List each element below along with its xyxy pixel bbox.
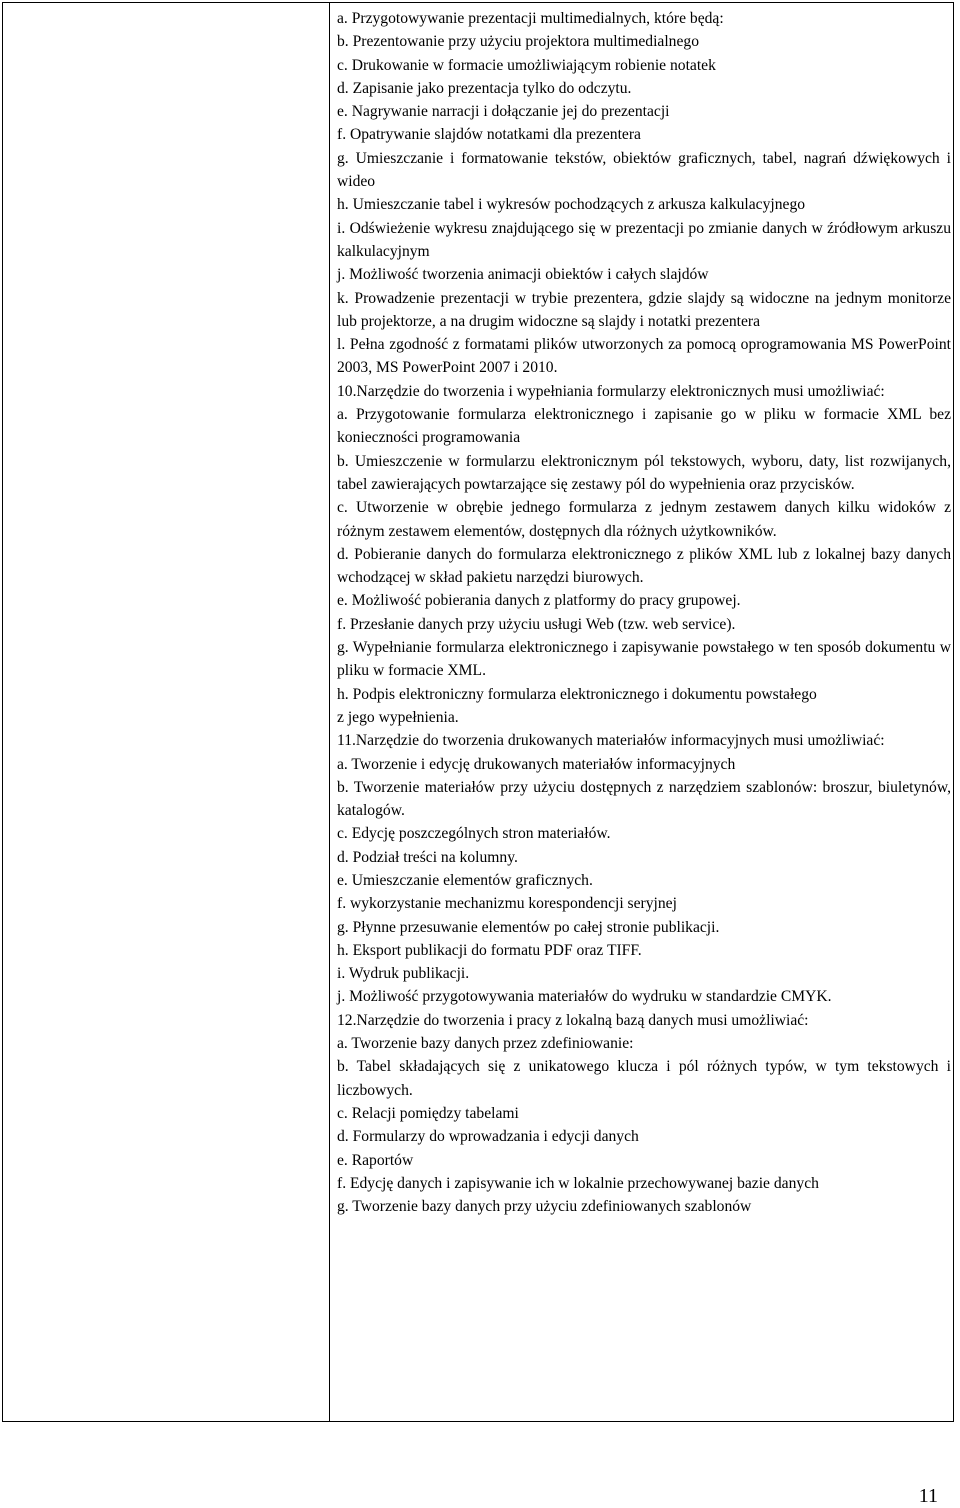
list-item: e. Możliwość pobierania danych z platformy do pracy grupowej. [337,592,741,610]
list-item: g. Wypełnianie formularza elektronicznego i zapisywanie powstałego w ten sposób dokumentu w pliku w formacie XML. [337,639,951,680]
list-item: a. Przygotowanie formularza elektronicznego i zapisanie go w pliku w formacie XML bez konieczności programowania [337,406,951,447]
list-item: k. Prowadzenie prezentacji w trybie prezentera, gdzie slajdy są widoczne na jednym monitorze lub projektorze, a na drugim widoczne są slajdy i notatki prezentera [337,289,951,330]
list-item: z jego wypełnienia. [337,708,459,726]
list-item: c. Relacji pomiędzy tabelami [337,1104,519,1122]
list-item: c. Drukowanie w formacie umożliwiającym robienie notatek [337,56,716,74]
list-item: b. Umieszczenie w formularzu elektronicznym pól tekstowych, wyboru, daty, list rozwijanych, tabel zawierających powtarzające się zestawy pól do wypełnienia oraz przycisków. [337,452,951,493]
list-item: h. Umieszczanie tabel i wykresów pochodzących z arkusza kalkulacyjnego [337,196,806,214]
list-item: d. Podział treści na kolumny. [337,848,518,866]
list-item: l. Pełna zgodność z formatami plików utworzonych za pomocą oprogramowania MS PowerPoint 2003, MS PowerPoint 2007 i 2010. [337,336,951,377]
list-item: i. Odświeżenie wykresu znajdującego się w prezentacji po zmianie danych w źródłowym arkuszu kalkulacyjnym [337,219,951,260]
list-item: d. Zapisanie jako prezentacja tylko do odczytu. [337,79,632,97]
list-item: g. Umieszczanie i formatowanie tekstów, obiektów graficznych, tabel, nagrań dźwiękowych i wideo [337,149,951,191]
list-item: b. Prezentowanie przy użyciu projektora multimedialnego [337,33,699,51]
list-item: j. Możliwość przygotowywania materiałów do wydruku w standardzie CMYK. [337,988,832,1006]
section-heading: 11.Narzędzie do tworzenia drukowanych materiałów informacyjnych musi umożliwiać: [337,732,885,750]
table-right-cell [337,7,951,1218]
list-item: a. Tworzenie bazy danych przez zdefiniowanie: [337,1035,634,1053]
list-item: b. Tworzenie materiałów przy użyciu dostępnych z narzędziem szablonów: broszur, biuletynów, katalogów. [337,778,951,820]
list-item: a. Tworzenie i edycję drukowanych materiałów informacyjnych [337,755,736,773]
list-item: d. Formularzy do wprowadzania i edycji danych [337,1128,639,1146]
page-number: 11 [918,1485,938,1507]
list-item: h. Eksport publikacji do formatu PDF oraz TIFF. [337,941,642,959]
list-item: c. Utworzenie w obrębie jednego formularza z jednym zestawem danych kilku widoków z różnym zestawem elementów, dostępnych dla różnych użytkowników. [337,499,951,540]
list-item: g. Tworzenie bazy danych przy użyciu zdefiniowanych szablonów [337,1198,752,1216]
list-item: e. Raportów [337,1151,414,1169]
list-item: b. Tabel składających się z unikatowego klucza i pól różnych typów, w tym tekstowych i liczbowych. [337,1058,951,1099]
list-item: d. Pobieranie danych do formularza elektronicznego z plików XML lub z lokalnej bazy danych wchodzącej w skład pakietu narzędzi biurowych. [337,545,951,587]
list-item: e. Umieszczanie elementów graficznych. [337,871,593,889]
section-heading: 10.Narzędzie do tworzenia i wypełniania formularzy elektronicznych musi umożliwiać: [337,382,885,400]
list-item: f. Edycję danych i zapisywanie ich w lokalnie przechowywanej bazie danych [337,1174,819,1192]
list-item: e. Nagrywanie narracji i dołączanie jej do prezentacji [337,103,670,121]
list-item: g. Płynne przesuwanie elementów po całej stronie publikacji. [337,918,720,936]
table-left-cell [3,3,330,1421]
section-heading: 12.Narzędzie do tworzenia i pracy z lokalną bazą danych musi umożliwiać: [337,1011,809,1029]
list-item: h. Podpis elektroniczny formularza elektronicznego i dokumentu powstałego [337,685,817,703]
list-item: i. Wydruk publikacji. [337,965,470,983]
list-item: f. Opatrywanie slajdów notatkami dla prezentera [337,126,641,144]
list-item: j. Możliwość tworzenia animacji obiektów i całych slajdów [337,266,709,284]
list-item: c. Edycję poszczególnych stron materiałów. [337,825,611,843]
list-item: f. Przesłanie danych przy użyciu usługi Web (tzw. web service). [337,615,736,633]
spec-table [2,2,954,1422]
list-item: f. wykorzystanie mechanizmu korespondencji seryjnej [337,895,677,913]
list-item: a. Przygotowywanie prezentacji multimedialnych, które będą: [337,10,724,27]
